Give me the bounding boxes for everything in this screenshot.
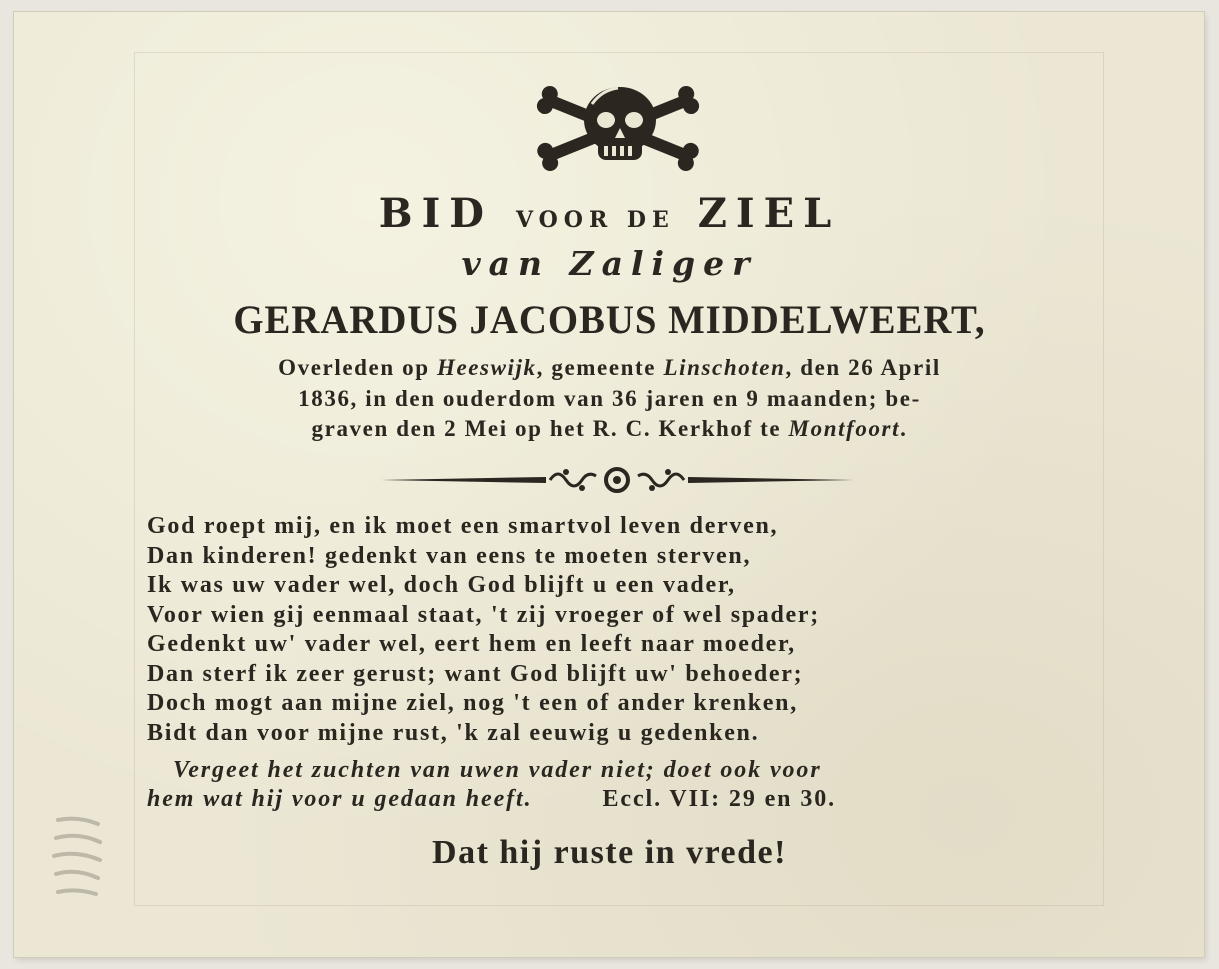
- subtitle: van Zaliger: [461, 244, 758, 283]
- closing-line: Dat hij ruste in vrede!: [432, 834, 787, 871]
- poem: [147, 512, 820, 748]
- bible-quote: [147, 756, 836, 814]
- poem-line: Dan sterf ik zeer gerust; want God blijft uw' behoeder;: [147, 660, 804, 687]
- info-place-of-death: Heeswijk: [436, 355, 537, 380]
- skull-and-crossbones-icon: [532, 82, 704, 174]
- info-line-1: [0, 355, 1219, 381]
- poem-line: Dan kinderen! gedenkt van eens te moeten sterven,: [147, 542, 752, 569]
- heading-bid: BID: [378, 190, 493, 237]
- poem-line: Ik was uw vader wel, doch God blijft u een vader,: [147, 572, 736, 598]
- pencil-mark-icon: [48, 810, 108, 900]
- info-line-3: [0, 416, 1219, 442]
- info-burial-place: Montfoort: [788, 416, 901, 441]
- heading-ziel: ZIEL: [697, 190, 841, 237]
- info-line-1-c: , den 26 April: [785, 355, 941, 380]
- info-line-2: 1836, in den ouderdom van 36 jaren en 9 maanden; be-: [298, 386, 921, 411]
- heading-voor-de: VOOR DE: [515, 207, 675, 233]
- info-line-1-a: Overleden op: [278, 355, 437, 380]
- info-municipality: Linschoten: [663, 355, 786, 380]
- deceased-name: GERARDUS JACOBUS MIDDELWEERT,: [233, 297, 986, 342]
- ornament-divider-icon: [378, 462, 856, 498]
- poem-line: God roept mij, en ik moet een smartvol leven derven,: [147, 513, 779, 539]
- info-line-3-a: graven den 2 Mei op het R. C. Kerkhof te: [311, 416, 789, 441]
- info-line-3-b: .: [900, 416, 908, 441]
- info-line-1-b: , gemeente: [536, 355, 664, 380]
- poem-line: Gedenkt uw' vader wel, eert hem en leeft naar moeder,: [147, 631, 796, 657]
- poem-line: Bidt dan voor mijne rust, 'k zal eeuwig u gedenken.: [147, 719, 760, 746]
- quote-reference: Eccl. VII: 29 en 30.: [602, 786, 837, 812]
- poem-line: Doch mogt aan mijne ziel, nog 't een of ander krenken,: [147, 690, 798, 716]
- quote-line-2: [147, 785, 836, 814]
- heading-bid-voor-de-ziel: [0, 190, 1219, 237]
- quote-line-2-text: hem wat hij voor u gedaan heeft.: [147, 786, 533, 812]
- poem-line: Voor wien gij eenmaal staat, 't zij vroeger of wel spader;: [147, 601, 820, 628]
- quote-line-1: Vergeet het zuchten van uwen vader niet; doet ook voor: [173, 757, 822, 783]
